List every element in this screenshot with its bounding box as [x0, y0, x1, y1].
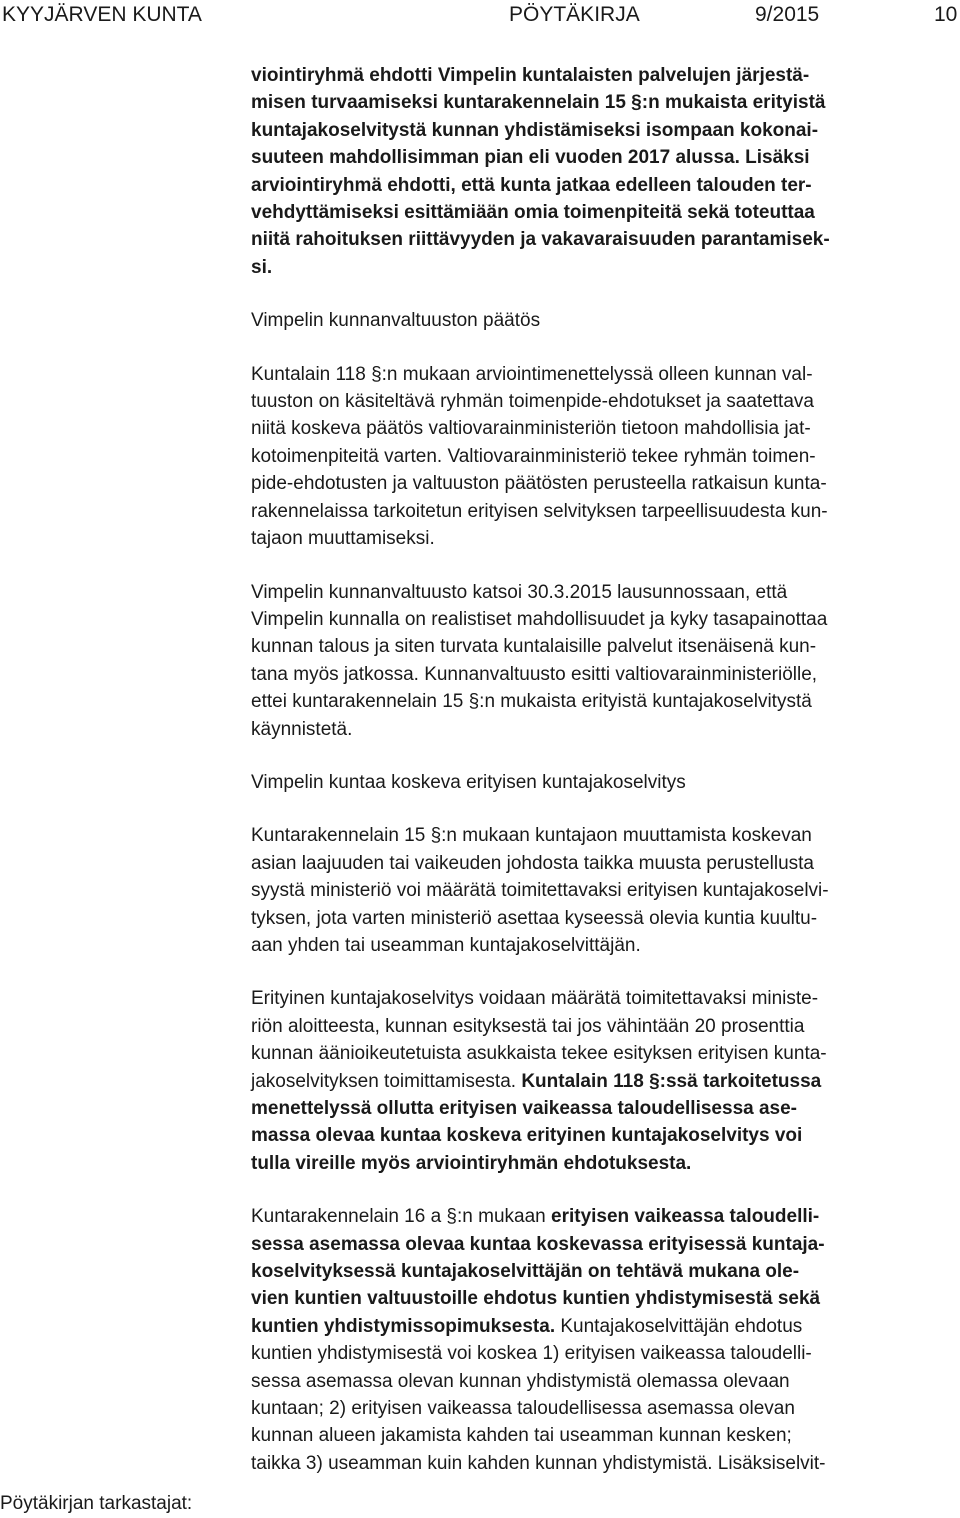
text-line: tyksen, jota varten ministeriö asettaa kyseessä olevia kuntia kuultu-: [251, 907, 818, 929]
paragraph-1: [251, 62, 957, 281]
text-line: Erityinen kuntajakoselvitys voidaan määrätä toimitettavaksi ministe-: [251, 988, 819, 1010]
text-line: sessa asemassa olevaa kuntaa koskevassa erityisessä kuntaja-: [251, 1233, 825, 1255]
header-document-type: PÖYTÄKIRJA: [509, 3, 640, 26]
text-line: tulla vireille myös arviointiryhmän ehdotuksesta.: [251, 1152, 692, 1174]
text-line: massa olevaa kuntaa koskeva erityinen kuntajakoselvitys voi: [251, 1125, 803, 1147]
text-line: kuntien yhdistymisestä voi koskea 1) erityisen vaikeassa taloudelli-: [251, 1343, 812, 1365]
text-line: riön aloitteesta, kunnan esityksestä tai jos vähintään 20 prosenttia: [251, 1015, 805, 1037]
text-line: koselvityksessä kuntajakoselvittäjän on tehtävä mukana ole-: [251, 1261, 800, 1283]
text-line: sessa asemassa olevan kunnan yhdistymistä olemassa olevaan: [251, 1370, 790, 1392]
bold-text: kuntien yhdistymissopimuksesta.: [251, 1315, 556, 1337]
header-organization: KYYJÄRVEN KUNTA: [2, 3, 202, 26]
text-line: misen turvaamiseksi kuntarakennelain 15 §:n mukaista erityistä: [251, 92, 826, 114]
bold-text: Kuntalain 118 §:ssä tarkoitetussa: [521, 1070, 822, 1092]
document-body: [251, 62, 957, 1477]
text-line: tana myös jatkossa. Kunnanvaltuusto esitti valtiovarainministeriölle,: [251, 663, 818, 685]
text-line: käynnistetä.: [251, 718, 353, 740]
text-line: vehdyttämiseksi esittämiään omia toimenpiteitä sekä toteuttaa: [251, 202, 815, 224]
text-line: syystä ministeriö voi määrätä toimitettavaksi erityisen kuntajakoselvi-: [251, 880, 829, 902]
section-heading: Vimpelin kunnanvaltuuston päätös: [251, 310, 541, 332]
text-line: niitä rahoituksen riittävyyden ja vakavaraisuuden parantamisek-: [251, 229, 830, 251]
plain-text: Kuntajakoselvittäjän ehdotus: [555, 1315, 803, 1337]
bold-text: erityisen vaikeassa taloudelli-: [551, 1206, 820, 1228]
text-line: niitä koskeva päätös valtiovarainministeriön tietoon mahdollisia jat-: [251, 418, 811, 440]
paragraph-6: [251, 1203, 957, 1477]
text-line: kuntaan; 2) erityisen vaikeassa taloudellisessa asemassa olevan: [251, 1398, 795, 1420]
text-line: pide-ehdotusten ja valtuuston päätösten perusteella ratkaisun kunta-: [251, 473, 827, 495]
paragraph-5: [251, 985, 957, 1177]
text-line: taikka 3) useamman kuin kahden kunnan yhdistymistä. Lisäksiselvit-: [251, 1452, 826, 1474]
text-line: si.: [251, 256, 273, 278]
text-line: [251, 1203, 957, 1230]
text-line: kunnan äänioikeutetuista asukkaista tekee esityksen erityisen kunta-: [251, 1043, 827, 1065]
text-line: viointiryhmä ehdotti Vimpelin kuntalaisten palvelujen järjestä-: [251, 65, 810, 86]
text-line: kunnan alueen jakamista kahden tai useamman kunnan kesken;: [251, 1425, 792, 1447]
text-line: Kuntarakennelain 15 §:n mukaan kuntajaon muuttamista koskevan: [251, 825, 812, 847]
paragraph-3: [251, 579, 957, 743]
plain-text: jakoselvityksen toimittamisesta.: [251, 1070, 522, 1092]
paragraph-4: [251, 822, 957, 959]
text-line: ettei kuntarakennelain 15 §:n mukaista erityistä kuntajakoselvitystä: [251, 691, 812, 713]
plain-text: Kuntarakennelain 16 a §:n mukaan: [251, 1206, 551, 1228]
text-line: kuntajakoselvitystä kunnan yhdistämiseksi isompaan kokonai-: [251, 119, 819, 141]
text-line: [251, 1313, 957, 1340]
text-line: tajaon muuttamiseksi.: [251, 528, 435, 550]
text-line: suuteen mahdollisimman pian eli vuoden 2017 alussa. Lisäksi: [251, 147, 810, 169]
text-line: menettelyssä ollutta erityisen vaikeassa taloudellisessa ase-: [251, 1098, 798, 1119]
text-line: rakennelaissa tarkoitetun erityisen selvityksen tarpeellisuudesta kun-: [251, 500, 828, 522]
paragraph-2: [251, 361, 957, 553]
text-line: tuuston on käsiteltävä ryhmän toimenpide-ehdotukset ja saatettava: [251, 391, 814, 413]
text-line: Vimpelin kunnanvaltuusto katsoi 30.3.2015 lausunnossaan, että: [251, 581, 788, 603]
text-line: Kuntalain 118 §:n mukaan arviointimenettelyssä olleen kunnan val-: [251, 363, 813, 385]
text-line: aan yhden tai useamman kuntajakoselvittäjän.: [251, 934, 641, 956]
section-heading: Vimpelin kuntaa koskeva erityisen kuntajakoselvitys: [251, 771, 686, 793]
header-document-number: 9/2015: [755, 3, 820, 26]
footer-reviewers-label: Pöytäkirjan tarkastajat:: [0, 1493, 193, 1514]
text-line: kotoimenpiteitä varten. Valtiovarainministeriö tekee ryhmän toimen-: [251, 445, 816, 467]
text-line: asian laajuuden tai vaikeuden johdosta taikka muusta perustellusta: [251, 852, 814, 874]
text-line: vien kuntien valtuustoille ehdotus kuntien yhdistymisestä sekä: [251, 1288, 821, 1310]
text-line: kunnan talous ja siten turvata kuntalaisille palvelut itsenäisenä kun-: [251, 636, 817, 658]
header-page-number: 10: [934, 3, 958, 26]
text-line: Vimpelin kunnalla on realistiset mahdollisuudet ja kyky tasapainottaa: [251, 608, 828, 630]
text-line: arviointiryhmä ehdotti, että kunta jatkaa edelleen talouden ter-: [251, 174, 812, 196]
text-line: [251, 1068, 957, 1095]
